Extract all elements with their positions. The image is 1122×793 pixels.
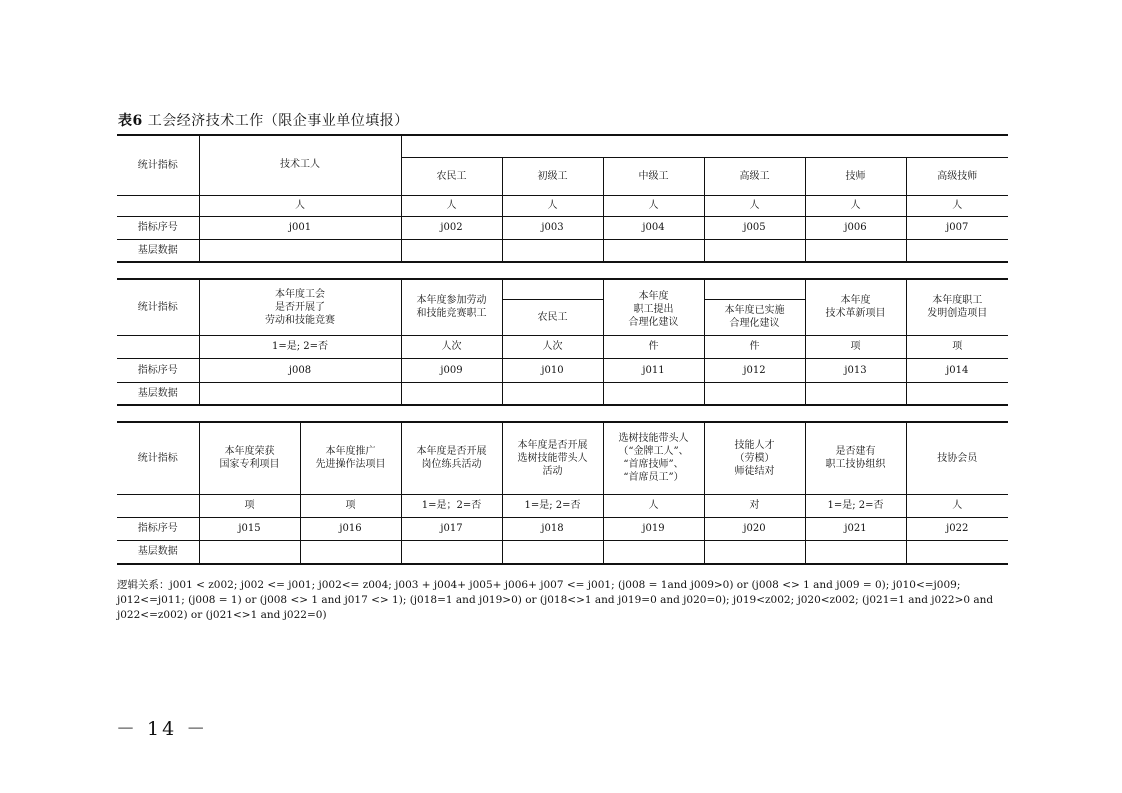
- data-input-j005[interactable]: [704, 239, 805, 262]
- row-label-index: 指标序号: [117, 216, 199, 239]
- code-j022: j022: [906, 517, 1008, 540]
- tech-workers-table: [117, 134, 1008, 263]
- table-title-text: 工会经济技术工作（限企事业单位填报）: [147, 113, 409, 129]
- unit-j014: 项: [906, 335, 1008, 358]
- data-input-j021[interactable]: [805, 540, 906, 564]
- unit-j019: 人: [603, 494, 704, 517]
- unit-j015: 项: [199, 494, 300, 517]
- row-label-index: 指标序号: [117, 517, 199, 540]
- header-j017: [401, 422, 502, 494]
- logic-label: 逻辑关系：: [117, 579, 170, 591]
- row-label-index: 指标序号: [117, 358, 199, 382]
- header-j020-line: （劳模）: [734, 452, 775, 464]
- code-j021: j021: [805, 517, 906, 540]
- header-j012: [704, 299, 805, 335]
- unit-j008: 1=是; 2=否: [199, 335, 401, 358]
- row-label-indicator: 统计指标: [117, 422, 199, 494]
- units-label-cell: [117, 494, 199, 517]
- code-j003: j003: [502, 216, 603, 239]
- header-j017-line: 岗位练兵活动: [421, 459, 482, 471]
- unit-j012: 件: [704, 335, 805, 358]
- data-input-j017[interactable]: [401, 540, 502, 564]
- row-label-indicator: 统计指标: [117, 135, 199, 195]
- table-number: 表6: [118, 113, 143, 129]
- data-input-j019[interactable]: [603, 540, 704, 564]
- code-j006: j006: [805, 216, 906, 239]
- unit-j002: 人: [401, 195, 502, 216]
- data-input-j002[interactable]: [401, 239, 502, 262]
- data-input-j010[interactable]: [502, 382, 603, 405]
- unit-j010: 人次: [502, 335, 603, 358]
- header-j018: [502, 422, 603, 494]
- unit-j003: 人: [502, 195, 603, 216]
- code-j017: j017: [401, 517, 502, 540]
- unit-j005: 人: [704, 195, 805, 216]
- header-j006: 技师: [805, 157, 906, 195]
- unit-j018: 1=是; 2=否: [502, 494, 603, 517]
- header-j019-line: “首席技师”、: [623, 459, 684, 471]
- data-input-j007[interactable]: [906, 239, 1008, 262]
- data-input-j006[interactable]: [805, 239, 906, 262]
- header-j004: 中级工: [603, 157, 704, 195]
- header-j011-line: 职工提出: [633, 304, 674, 315]
- header-j013-line: 技术革新项目: [825, 308, 886, 320]
- data-input-j020[interactable]: [704, 540, 805, 564]
- row-label-indicator: 统计指标: [117, 279, 199, 335]
- header-j010: 农民工: [502, 299, 603, 335]
- header-j018-line: 本年度是否开展: [517, 439, 588, 451]
- header-j019-line: 选树技能带头人: [618, 433, 689, 445]
- data-input-j003[interactable]: [502, 239, 603, 262]
- code-j002: j002: [401, 216, 502, 239]
- unit-j021: 1=是; 2=否: [805, 494, 906, 517]
- header-j015-line: 国家专利项目: [219, 459, 280, 471]
- data-input-j014[interactable]: [906, 382, 1008, 405]
- header-j014: [906, 279, 1008, 335]
- header-j018-line: 选树技能带头人: [517, 452, 588, 464]
- code-j011: j011: [603, 358, 704, 382]
- header-j009: [401, 279, 502, 335]
- logic-text: j001 < z002; j002 <= j001; j002<= z004; j003 + j004+ j005+ j006+ j007 <= j001; (j008 = 1and j009>0) or (j008 <> 1 and j009 = 0); j010<=j009; j012<=j011; (j008 = 1) or (j008 <> 1 and j017 <> 1); (j018=1 and j019>0) or (j018<>1 and j019=0 and j020=0); j019<z002; j020<z002; (j021=1 and j022>0 and j022<=z002) or (j021<>1 and j022=0): [117, 579, 994, 621]
- data-input-j022[interactable]: [906, 540, 1008, 564]
- data-input-j012[interactable]: [704, 382, 805, 405]
- competition-table: [117, 278, 1008, 406]
- code-j001: j001: [199, 216, 401, 239]
- code-j018: j018: [502, 517, 603, 540]
- data-input-j011[interactable]: [603, 382, 704, 405]
- data-input-j008[interactable]: [199, 382, 401, 405]
- data-input-j015[interactable]: [199, 540, 300, 564]
- header-j003: 初级工: [502, 157, 603, 195]
- header-j021-line: 职工技协组织: [825, 459, 886, 471]
- header-j018-line: 活动: [542, 465, 563, 477]
- header-j011-line: 合理化建议: [628, 317, 679, 328]
- code-j012: j012: [704, 358, 805, 382]
- header-j019-line: “首席员工”）: [623, 472, 684, 484]
- header-j020-line: 技能人才: [734, 439, 775, 451]
- data-input-j013[interactable]: [805, 382, 906, 405]
- header-j020: [704, 422, 805, 494]
- header-j005: 高级工: [704, 157, 805, 195]
- unit-j011: 件: [603, 335, 704, 358]
- header-j016-line: 先进操作法项目: [315, 459, 386, 471]
- code-j004: j004: [603, 216, 704, 239]
- header-j022: [906, 422, 1008, 494]
- unit-j001: 人: [199, 195, 401, 216]
- header-j020-line: 师徒结对: [734, 465, 775, 477]
- unit-j007: 人: [906, 195, 1008, 216]
- code-j010: j010: [502, 358, 603, 382]
- header-j019-line: （“金牌工人”、: [618, 446, 689, 458]
- header-j011-line: 本年度: [638, 291, 669, 302]
- header-j022-line: 技协会员: [937, 452, 978, 464]
- header-j021-line: 是否建有: [835, 446, 876, 458]
- code-j009: j009: [401, 358, 502, 382]
- innovation-table: [117, 421, 1008, 565]
- code-j013: j013: [805, 358, 906, 382]
- header-j011: [603, 279, 704, 335]
- header-j012-line: 本年度已实施: [724, 305, 785, 316]
- code-j005: j005: [704, 216, 805, 239]
- header-j009-line: 和技能竞赛职工: [416, 308, 487, 320]
- header-spacer: [502, 279, 603, 299]
- header-spacer: [401, 135, 1008, 157]
- code-j008: j008: [199, 358, 401, 382]
- header-j013: [805, 279, 906, 335]
- row-label-data: 基层数据: [117, 382, 199, 405]
- header-j016: [300, 422, 401, 494]
- header-j009-line: 本年度参加劳动: [416, 295, 487, 307]
- data-input-j016[interactable]: [300, 540, 401, 564]
- unit-j020: 对: [704, 494, 805, 517]
- unit-j022: 人: [906, 494, 1008, 517]
- units-label-cell: [117, 195, 199, 216]
- code-j007: j007: [906, 216, 1008, 239]
- header-j014-line: 发明创造项目: [927, 308, 988, 320]
- header-j012-line: 合理化建议: [729, 318, 780, 329]
- header-j019: [603, 422, 704, 494]
- code-j016: j016: [300, 517, 401, 540]
- row-label-data: 基层数据: [117, 239, 199, 262]
- header-j008-line: 本年度工会: [275, 288, 325, 300]
- header-j016-line: 本年度推广: [325, 446, 376, 458]
- row-label-data: 基层数据: [117, 540, 199, 564]
- header-j008: [199, 279, 401, 335]
- code-j014: j014: [906, 358, 1008, 382]
- header-j008-line: 是否开展了: [275, 301, 325, 313]
- header-j008-line: 劳动和技能竞赛: [265, 314, 335, 326]
- header-tech-workers: 技术工人: [199, 135, 401, 195]
- unit-j004: 人: [603, 195, 704, 216]
- unit-j009: 人次: [401, 335, 502, 358]
- unit-j016: 项: [300, 494, 401, 517]
- code-j020: j020: [704, 517, 805, 540]
- header-j015: [199, 422, 300, 494]
- header-j015-line: 本年度荣获: [224, 446, 275, 458]
- header-j007: 高级技师: [906, 157, 1008, 195]
- header-j002: 农民工: [401, 157, 502, 195]
- data-input-j001[interactable]: [199, 239, 401, 262]
- units-label-cell: [117, 335, 199, 358]
- data-input-j009[interactable]: [401, 382, 502, 405]
- unit-j006: 人: [805, 195, 906, 216]
- code-j015: j015: [199, 517, 300, 540]
- header-j021: [805, 422, 906, 494]
- code-j019: j019: [603, 517, 704, 540]
- unit-j017: 1=是；2=否: [401, 494, 502, 517]
- data-input-j018[interactable]: [502, 540, 603, 564]
- logic-relations: [117, 578, 1008, 623]
- page-number: － 14 －: [116, 718, 209, 740]
- header-j017-line: 本年度是否开展: [416, 446, 487, 458]
- header-spacer: [704, 279, 805, 299]
- data-input-j004[interactable]: [603, 239, 704, 262]
- unit-j013: 项: [805, 335, 906, 358]
- header-j013-line: 本年度: [840, 295, 871, 307]
- header-j014-line: 本年度职工: [932, 295, 983, 307]
- table-title: [118, 110, 409, 130]
